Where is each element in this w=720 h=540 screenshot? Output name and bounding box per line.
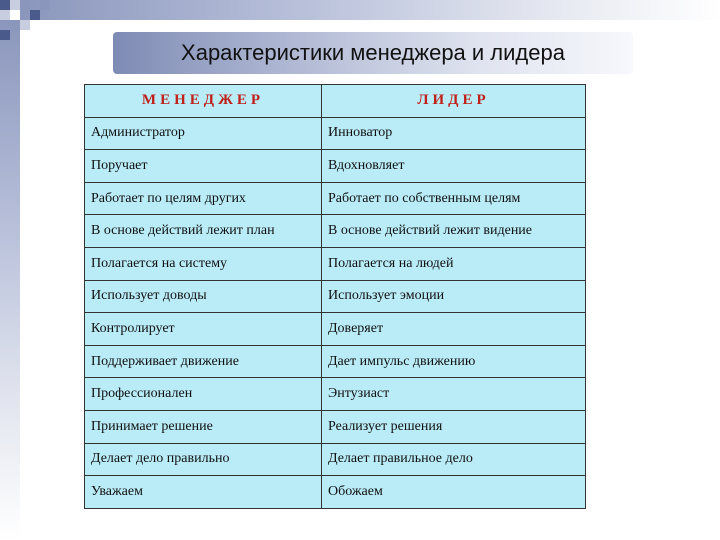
manager-cell: Профессионален [85,378,322,411]
table-row [85,280,586,313]
top-gradient-band [20,0,720,20]
page-title: Характеристики менеджера и лидера [181,40,565,65]
header-leader: ЛИДЕР [322,85,586,118]
manager-cell: Принимает решение [85,410,322,443]
leader-cell: Обожаем [322,476,586,509]
leader-cell: Реализует решения [322,410,586,443]
manager-cell: Использует доводы [85,280,322,313]
manager-cell: Контролирует [85,313,322,346]
table-row [85,345,586,378]
table-row [85,443,586,476]
leader-cell: Делает правильное дело [322,443,586,476]
leader-cell: Дает импульс движению [322,345,586,378]
table-row [85,476,586,509]
header-manager: МЕНЕДЖЕР [85,85,322,118]
table-row [85,215,586,248]
leader-cell: Энтузиаст [322,378,586,411]
table-row [85,117,586,150]
table-row [85,410,586,443]
leader-cell: Доверяет [322,313,586,346]
table-row [85,247,586,280]
leader-cell: Инноватор [322,117,586,150]
comparison-table [84,84,586,509]
leader-cell: Вдохновляет [322,150,586,183]
table-row [85,378,586,411]
table-row [85,313,586,346]
table-header-row [85,85,586,118]
manager-cell: Работает по целям других [85,182,322,215]
table-row [85,150,586,183]
leader-cell: Полагается на людей [322,247,586,280]
manager-cell: В основе действий лежит план [85,215,322,248]
manager-cell: Поддерживает движение [85,345,322,378]
manager-cell: Полагается на систему [85,247,322,280]
manager-cell: Администратор [85,117,322,150]
left-gradient-band [0,20,20,540]
table-row [85,182,586,215]
leader-cell: Использует эмоции [322,280,586,313]
manager-cell: Поручает [85,150,322,183]
leader-cell: Работает по собственным целям [322,182,586,215]
manager-cell: Уважаем [85,476,322,509]
manager-cell: Делает дело правильно [85,443,322,476]
leader-cell: В основе действий лежит видение [322,215,586,248]
